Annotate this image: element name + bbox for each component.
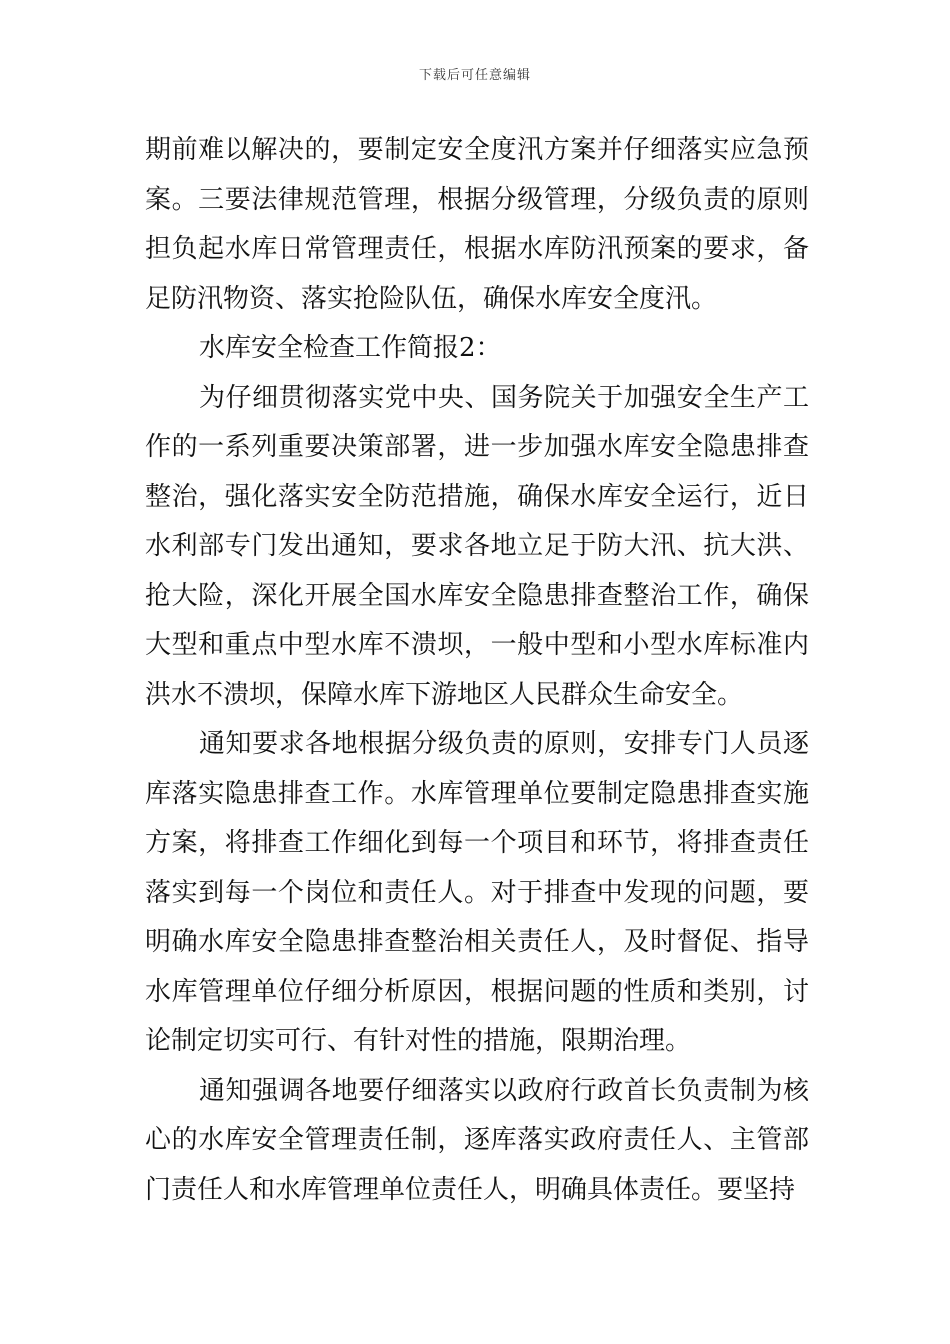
paragraph-4: 通知强调各地要仔细落实以政府行政首长负责制为核心的水库安全管理责任制，逐库落实政府责任人、主管部门责任人和水库管理单位责任人，明确具体责任。要坚持 <box>145 1075 809 1205</box>
page-header: 下载后可任意编辑 <box>418 68 531 83</box>
section-heading: 水库安全检查工作简报2： <box>199 333 502 363</box>
document-body <box>145 126 809 1215</box>
paragraph-3: 通知要求各地根据分级负责的原则，安排专门人员逐库落实隐患排查工作。水库管理单位要制定隐患排查实施方案，将排查工作细化到每一个项目和环节，将排查责任落实到每一个岗位和责任人。对于排查中发现的问题，要明确水库安全隐患排查整治相关责任人，及时督促、指导水库管理单位仔细分析原因，根据问题的性质和类别，讨论制定切实可行、有针对性的措施，限期治理。 <box>145 729 809 1056</box>
paragraph-1: 期前难以解决的，要制定安全度汛方案并仔细落实应急预案。三要法律规范管理，根据分级管理，分级负责的原则担负起水库日常管理责任，根据水库防汛预案的要求，备足防汛物资、落实抢险队伍，确保水库安全度汛。 <box>145 135 809 314</box>
paragraph-2: 为仔细贯彻落实党中央、国务院关于加强安全生产工作的一系列重要决策部署，进一步加强水库安全隐患排查整治，强化落实安全防范措施，确保水库安全运行，近日水利部专门发出通知，要求各地立足于防大汛、抗大洪、抢大险，深化开展全国水库安全隐患排查整治工作，确保大型和重点中型水库不溃坝，一般中型和小型水库标准内洪水不溃坝，保障水库下游地区人民群众生命安全。 <box>145 382 809 710</box>
